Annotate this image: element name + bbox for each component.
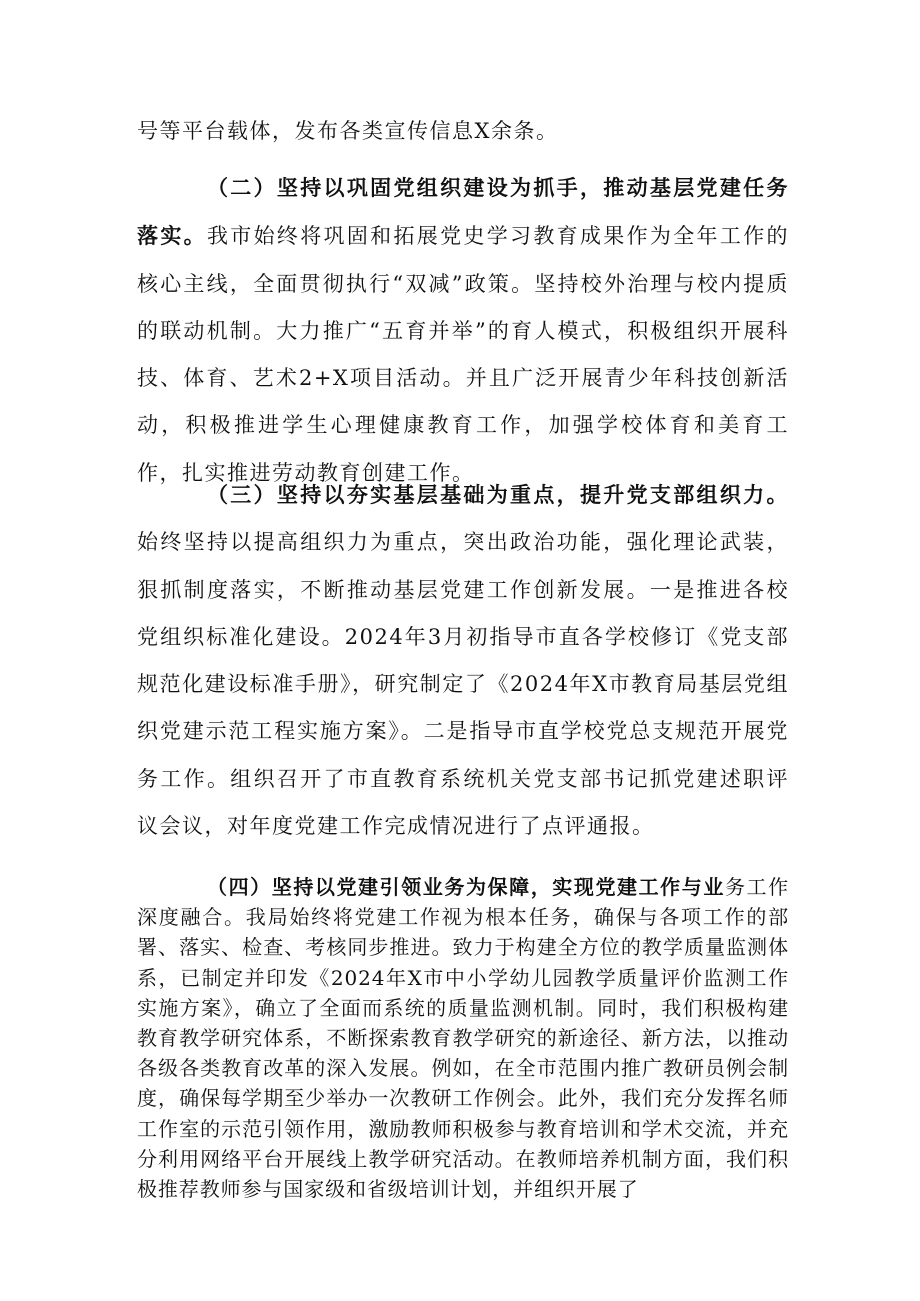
section-four-paragraph	[137, 872, 789, 1204]
section-two-paragraph	[137, 164, 789, 497]
section-three-heading: （三）坚持以夯实基层基础为重点，提升党支部组织力。	[207, 482, 789, 507]
section-two-body: 我市始终将巩固和拓展党史学习教育成果作为全年工作的核心主线，全面贯彻执行“双减”政策。坚持校外治理与校内提质的联动机制。大力推广“五育并举”的育人模式，积极组织开展科技、体育、艺术2+X项目活动。并且广泛开展青少年科技创新活动，积极推进学生心理健康教育工作，加强学校体育和美育工作，扎实推进劳动教育创建工作。	[137, 224, 790, 485]
section-two-heading: （二）坚持以巩固党组织建设为抓手，推动基层党建任务落实。	[137, 175, 789, 249]
section-three-body: 始终坚持以提高组织力为重点，突出政治功能，强化理论武装，狠抓制度落实，不断推动基层党建工作创新发展。一是推进各校党组织标准化建设。2024年3月初指导市直各学校修订《党支部规范化建设标准手册》，研究制定了《2024年X市教育局基层党组织党建示范工程实施方案》。二是指导市直学校党总支规范开展党务工作。组织召开了市直教育系统机关党支部书记抓党建述职评议会议，对年度党建工作完成情况进行了点评通报。	[137, 530, 789, 839]
section-four-heading: （四）坚持以党建引领业务为保障，实现党建工作与业	[207, 875, 725, 899]
paragraph-text: 号等平台载体，发布各类宣传信息X余条。	[137, 119, 559, 143]
section-three-paragraph	[137, 471, 789, 850]
section-four-body: 务工作深度融合。我局始终将党建工作视为根本任务，确保与各项工作的部署、落实、检查、考核同步推进。致力于构建全方位的教学质量监测体系，已制定并印发《2024年X市中小学幼儿园教学质量评价监测工作实施方案》，确立了全面而系统的质量监测机制。同时，我们积极构建教育教学研究体系，不断探索教育教学研究的新途径、新方法，以推动各级各类教育改革的深入发展。例如，在全市范围内推广教研员例会制度，确保每学期至少举办一次教研工作例会。此外，我们充分发挥名师工作室的示范引领作用，激励教师积极参与教育培训和学术交流，并充分利用网络平台开展线上教学研究活动。在教师培养机制方面，我们积极推荐教师参与国家级和省级培训计划，并组织开展了	[137, 875, 789, 1202]
paragraph-continuation	[137, 108, 789, 155]
